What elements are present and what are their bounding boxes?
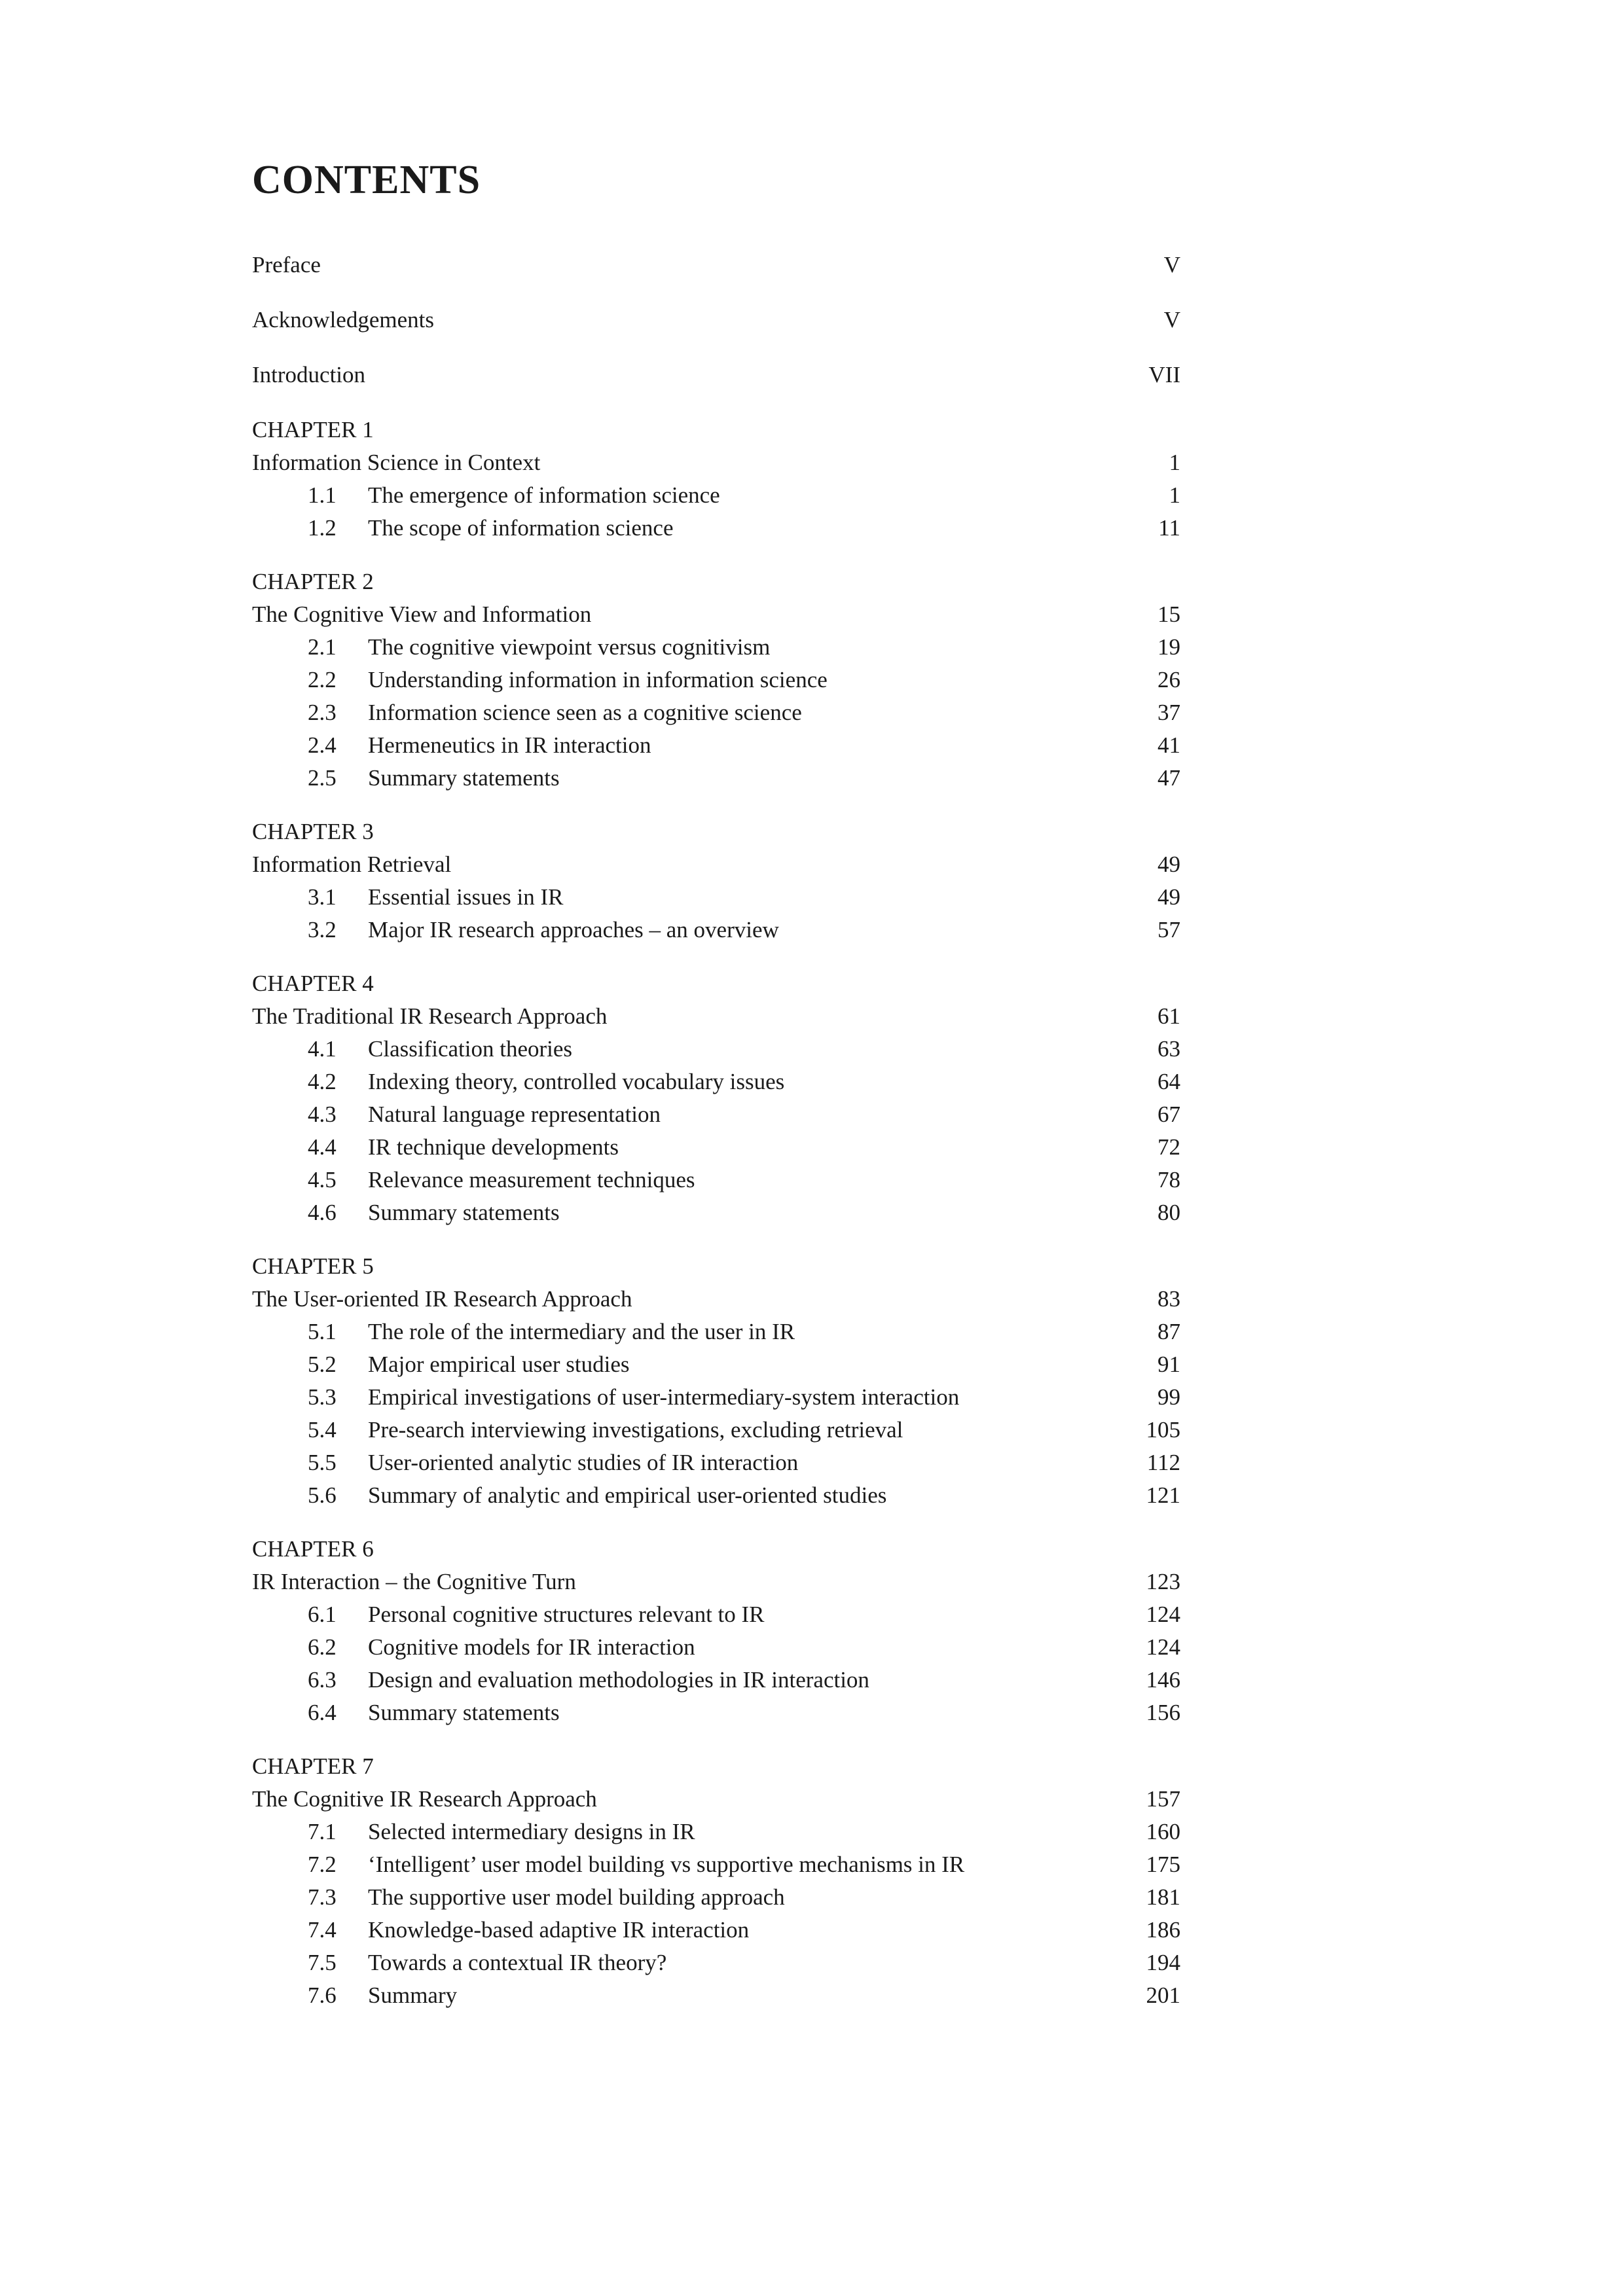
section-entry[interactable]	[252, 1914, 1180, 1946]
section-page: 99	[1158, 1384, 1180, 1410]
section-label: Classification theories	[368, 1036, 573, 1062]
section-page: 64	[1158, 1069, 1180, 1094]
section-page: 41	[1158, 732, 1180, 758]
section-page: 105	[1146, 1417, 1180, 1443]
section-label: Summary of analytic and empirical user-oriented studies	[368, 1482, 887, 1508]
section-number: 3.1	[308, 884, 337, 910]
section-number: 5.4	[308, 1417, 337, 1443]
chapter-title: Information Science in Context	[252, 450, 541, 475]
toc-entry-label: Acknowledgements	[252, 307, 434, 332]
section-entry[interactable]	[252, 1196, 1180, 1229]
section-label: Essential issues in IR	[368, 884, 564, 910]
section-text	[308, 479, 720, 512]
chapter-block	[252, 1250, 1180, 1512]
chapter-title-entry[interactable]	[252, 446, 1180, 479]
toc-entry-page: V	[1163, 252, 1180, 278]
toc-entry-acknowledgements[interactable]	[252, 304, 1180, 336]
section-page: 91	[1158, 1352, 1180, 1377]
section-entry[interactable]	[252, 1664, 1180, 1696]
section-entry[interactable]	[252, 1881, 1180, 1914]
section-text	[308, 1164, 695, 1196]
section-number: 7.1	[308, 1819, 337, 1844]
section-number: 6.2	[308, 1634, 337, 1660]
section-text	[308, 1098, 661, 1131]
section-page: 57	[1158, 917, 1180, 942]
section-page: 146	[1146, 1667, 1180, 1693]
section-entry[interactable]	[252, 512, 1180, 545]
section-label: Understanding information in information science	[368, 667, 828, 692]
section-page: 175	[1146, 1852, 1180, 1877]
section-text	[308, 1914, 749, 1946]
chapter-title: The Traditional IR Research Approach	[252, 1003, 608, 1029]
section-number: 7.2	[308, 1852, 337, 1877]
section-entry[interactable]	[252, 1696, 1180, 1729]
section-label: Personal cognitive structures relevant to IR	[368, 1602, 765, 1627]
section-label: Empirical investigations of user-intermediary-system interaction	[368, 1384, 960, 1410]
section-page: 112	[1146, 1450, 1180, 1475]
chapter-block	[252, 1533, 1180, 1729]
section-label: Hermeneutics in IR interaction	[368, 732, 651, 758]
section-number: 6.4	[308, 1700, 337, 1725]
section-label: The scope of information science	[368, 515, 674, 541]
section-label: Natural language representation	[368, 1102, 661, 1127]
section-label: User-oriented analytic studies of IR interaction	[368, 1450, 799, 1475]
chapter-block	[252, 414, 1180, 545]
section-label: Information science seen as a cognitive science	[368, 700, 802, 725]
section-number: 1.2	[308, 515, 337, 541]
chapter-title: Information Retrieval	[252, 852, 452, 877]
section-text	[308, 1979, 457, 2012]
chapter-title-entry[interactable]	[252, 598, 1180, 631]
section-text	[308, 696, 802, 729]
section-label: Knowledge-based adaptive IR interaction	[368, 1917, 750, 1943]
section-number: 2.1	[308, 634, 337, 660]
section-number: 1.1	[308, 482, 337, 508]
section-text	[308, 1816, 695, 1848]
section-entry[interactable]	[252, 1479, 1180, 1512]
section-entry[interactable]	[252, 914, 1180, 946]
section-number: 2.2	[308, 667, 337, 692]
section-label: The supportive user model building approach	[368, 1884, 785, 1910]
section-text	[308, 1946, 666, 1979]
section-entry[interactable]	[252, 1381, 1180, 1414]
section-text	[308, 1196, 560, 1229]
section-page: 201	[1146, 1982, 1180, 2008]
section-label: ‘Intelligent’ user model building vs supportive mechanisms in IR	[368, 1852, 965, 1877]
section-page: 63	[1158, 1036, 1180, 1062]
section-label: Summary	[368, 1982, 458, 2008]
section-label: Summary statements	[368, 1700, 560, 1725]
chapter-title-entry[interactable]	[252, 1283, 1180, 1316]
section-entry[interactable]	[252, 1164, 1180, 1196]
chapter-block	[252, 816, 1180, 946]
section-page: 72	[1158, 1134, 1180, 1160]
chapter-list	[252, 414, 1180, 2012]
section-page: 124	[1146, 1602, 1180, 1627]
chapter-page: 61	[1158, 1003, 1180, 1029]
section-number: 2.5	[308, 765, 337, 791]
section-number: 6.1	[308, 1602, 337, 1627]
chapter-title: The User-oriented IR Research Approach	[252, 1286, 632, 1312]
section-number: 4.2	[308, 1069, 337, 1094]
section-text	[308, 881, 563, 914]
section-entry[interactable]	[252, 1033, 1180, 1066]
chapter-page: 157	[1146, 1786, 1180, 1812]
section-page: 124	[1146, 1634, 1180, 1660]
section-label: Pre-search interviewing investigations, excluding retrieval	[368, 1417, 903, 1443]
section-entry[interactable]	[252, 1098, 1180, 1131]
section-text	[308, 1848, 964, 1881]
section-entry[interactable]	[252, 762, 1180, 795]
section-text	[308, 1348, 629, 1381]
section-page: 67	[1158, 1102, 1180, 1127]
section-entry[interactable]	[252, 1066, 1180, 1098]
section-entry[interactable]	[252, 1131, 1180, 1164]
chapter-title: IR Interaction – the Cognitive Turn	[252, 1569, 576, 1594]
section-page: 78	[1158, 1167, 1180, 1193]
section-entry[interactable]	[252, 1414, 1180, 1446]
section-text	[308, 1598, 765, 1631]
chapter-heading: CHAPTER 3	[252, 819, 374, 844]
section-entry[interactable]	[252, 696, 1180, 729]
section-label: Indexing theory, controlled vocabulary issues	[368, 1069, 785, 1094]
chapter-title-entry[interactable]	[252, 1783, 1180, 1816]
section-page: 80	[1158, 1200, 1180, 1225]
section-page: 181	[1146, 1884, 1180, 1910]
toc-entry-preface[interactable]	[252, 249, 1180, 281]
chapter-page: 49	[1158, 852, 1180, 877]
section-page: 49	[1158, 884, 1180, 910]
toc-entry-label: Introduction	[252, 362, 366, 387]
section-text	[308, 729, 651, 762]
section-label: The role of the intermediary and the user in IR	[368, 1319, 795, 1344]
section-text	[308, 1479, 886, 1512]
front-matter-list	[252, 249, 1180, 391]
section-number: 5.6	[308, 1482, 337, 1508]
section-text	[308, 1131, 619, 1164]
chapter-heading: CHAPTER 4	[252, 971, 374, 996]
section-text	[308, 1381, 959, 1414]
section-entry[interactable]	[252, 1631, 1180, 1664]
section-entry[interactable]	[252, 881, 1180, 914]
section-number: 7.3	[308, 1884, 337, 1910]
chapter-page: 123	[1146, 1569, 1180, 1594]
section-text	[308, 512, 673, 545]
section-label: The emergence of information science	[368, 482, 720, 508]
section-number: 4.6	[308, 1200, 337, 1225]
chapter-page: 1	[1169, 450, 1180, 475]
toc-entry-page: V	[1163, 307, 1180, 332]
chapter-block	[252, 565, 1180, 795]
section-label: Summary statements	[368, 765, 560, 791]
page-title: CONTENTS	[252, 158, 481, 202]
section-text	[308, 1696, 560, 1729]
section-text	[308, 1631, 695, 1664]
section-entry[interactable]	[252, 1348, 1180, 1381]
chapter-title: The Cognitive View and Information	[252, 601, 592, 627]
section-entry[interactable]	[252, 1598, 1180, 1631]
section-page: 121	[1146, 1482, 1180, 1508]
contents-page	[252, 157, 1180, 2012]
section-number: 4.1	[308, 1036, 337, 1062]
section-entry[interactable]	[252, 631, 1180, 664]
section-number: 7.4	[308, 1917, 337, 1943]
section-page: 47	[1158, 765, 1180, 791]
chapter-page: 15	[1158, 601, 1180, 627]
section-number: 5.3	[308, 1384, 337, 1410]
section-page: 160	[1146, 1819, 1180, 1844]
toc-entry-page: VII	[1148, 362, 1180, 387]
toc-entry-introduction[interactable]	[252, 359, 1180, 391]
section-number: 7.5	[308, 1950, 337, 1975]
section-label: Major IR research approaches – an overview	[368, 917, 779, 942]
chapter-heading: CHAPTER 2	[252, 569, 374, 594]
section-label: IR technique developments	[368, 1134, 619, 1160]
section-number: 4.4	[308, 1134, 337, 1160]
section-text	[308, 1881, 785, 1914]
section-page: 37	[1158, 700, 1180, 725]
toc-entry-label: Preface	[252, 252, 321, 278]
chapter-title-entry[interactable]	[252, 1566, 1180, 1598]
section-entry[interactable]	[252, 479, 1180, 512]
section-label: Relevance measurement techniques	[368, 1167, 695, 1193]
chapter-title: The Cognitive IR Research Approach	[252, 1786, 597, 1812]
section-page: 156	[1146, 1700, 1180, 1725]
section-page: 19	[1158, 634, 1180, 660]
chapter-block	[252, 1750, 1180, 2012]
chapter-title-entry[interactable]	[252, 848, 1180, 881]
section-text	[308, 1446, 798, 1479]
section-page: 194	[1146, 1950, 1180, 1975]
section-number: 4.5	[308, 1167, 337, 1193]
section-page: 87	[1158, 1319, 1180, 1344]
section-number: 5.5	[308, 1450, 337, 1475]
section-text	[308, 631, 770, 664]
chapter-heading: CHAPTER 1	[252, 417, 374, 442]
section-label: Cognitive models for IR interaction	[368, 1634, 695, 1660]
section-number: 4.3	[308, 1102, 337, 1127]
section-text	[308, 1066, 784, 1098]
chapter-heading: CHAPTER 5	[252, 1253, 374, 1279]
section-label: Major empirical user studies	[368, 1352, 630, 1377]
section-entry[interactable]	[252, 1946, 1180, 1979]
section-entry[interactable]	[252, 1446, 1180, 1479]
section-label: Design and evaluation methodologies in IR interaction	[368, 1667, 869, 1693]
chapter-page: 83	[1158, 1286, 1180, 1312]
section-text	[308, 762, 560, 795]
section-text	[308, 1033, 572, 1066]
section-entry[interactable]	[252, 1979, 1180, 2012]
section-number: 5.1	[308, 1319, 337, 1344]
chapter-block	[252, 967, 1180, 1229]
chapter-title-entry[interactable]	[252, 1000, 1180, 1033]
section-number: 3.2	[308, 917, 337, 942]
section-entry[interactable]	[252, 1816, 1180, 1848]
section-label: The cognitive viewpoint versus cognitivism	[368, 634, 771, 660]
section-entry[interactable]	[252, 664, 1180, 696]
section-number: 7.6	[308, 1982, 337, 2008]
section-label: Towards a contextual IR theory?	[368, 1950, 667, 1975]
section-text	[308, 1414, 903, 1446]
section-text	[308, 914, 779, 946]
section-page: 11	[1158, 515, 1180, 541]
section-entry[interactable]	[252, 1848, 1180, 1881]
section-number: 2.4	[308, 732, 337, 758]
section-number: 2.3	[308, 700, 337, 725]
chapter-heading: CHAPTER 7	[252, 1753, 374, 1779]
section-page: 26	[1158, 667, 1180, 692]
section-number: 6.3	[308, 1667, 337, 1693]
section-text	[308, 1664, 869, 1696]
section-label: Summary statements	[368, 1200, 560, 1225]
section-entry[interactable]	[252, 1316, 1180, 1348]
section-text	[308, 664, 828, 696]
section-number: 5.2	[308, 1352, 337, 1377]
chapter-heading: CHAPTER 6	[252, 1536, 374, 1562]
section-text	[308, 1316, 795, 1348]
section-label: Selected intermediary designs in IR	[368, 1819, 695, 1844]
section-page: 1	[1169, 482, 1180, 508]
section-entry[interactable]	[252, 729, 1180, 762]
section-page: 186	[1146, 1917, 1180, 1943]
